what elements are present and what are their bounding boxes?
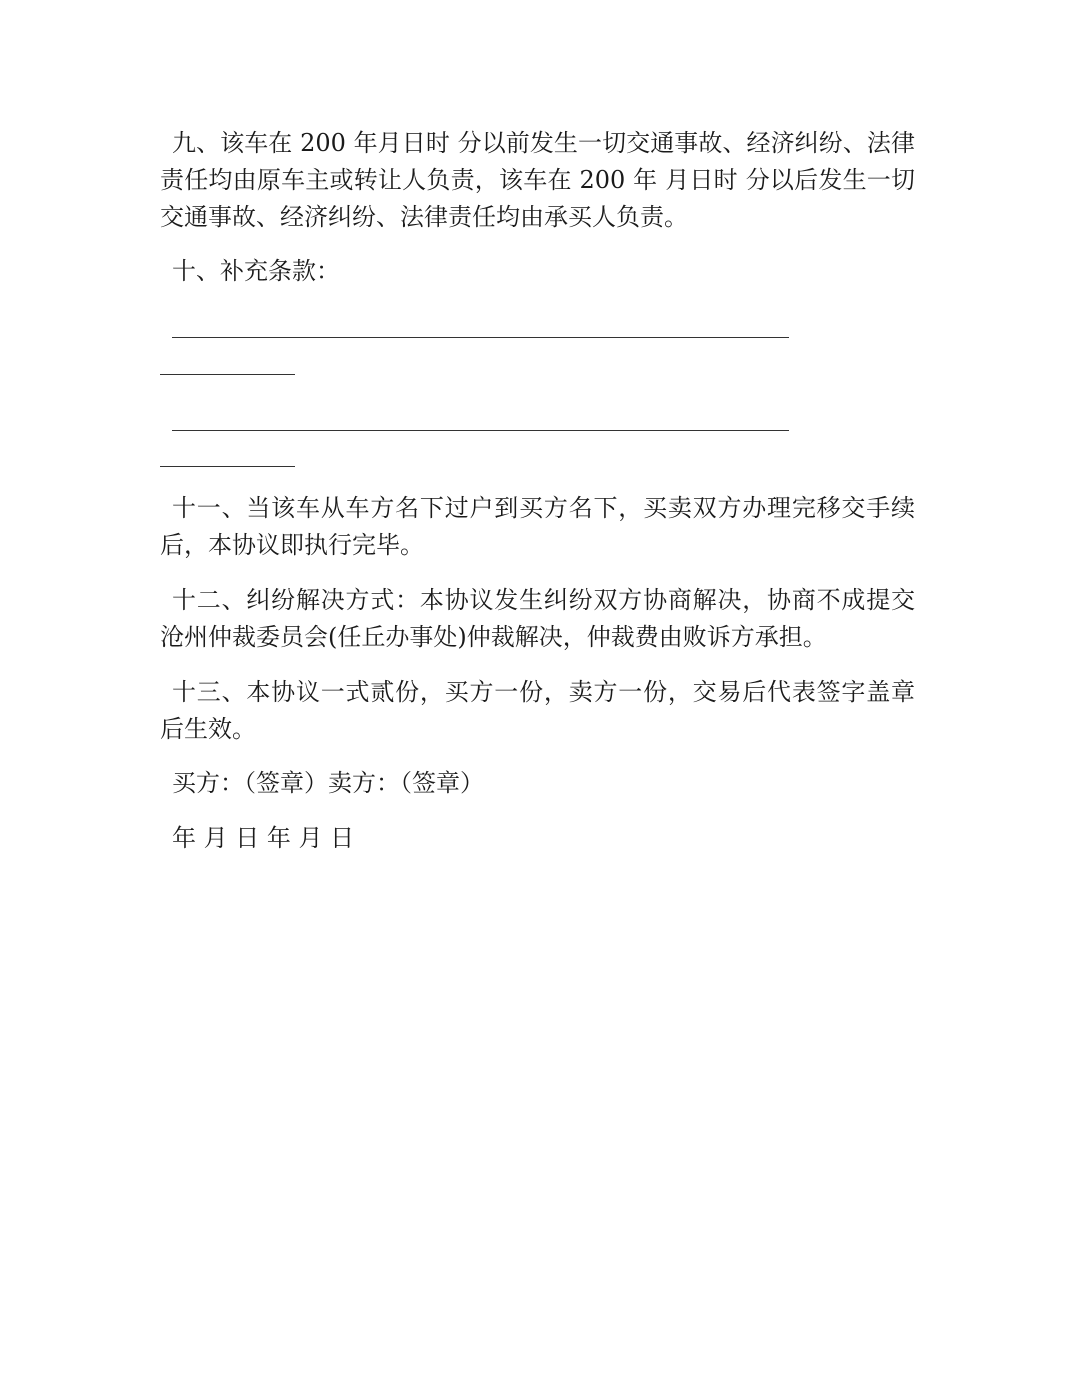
supplementary-blank-line-2-continued (160, 466, 295, 467)
clause-12: 十二、纠纷解决方式：本协议发生纠纷双方协商解决，协商不成提交沧州仲裁委员会(任丘办事处)仲裁解决，仲裁费由败诉方承担。 (160, 586, 915, 651)
supplementary-blank-line-1 (172, 337, 789, 338)
signature-line: 买方：（签章）卖方：（签章） (172, 769, 484, 797)
supplementary-blank-line-1-continued (160, 374, 295, 375)
date-line: 年 月 日 年 月 日 (172, 824, 355, 852)
clause-9: 九、该车在 200 年月日时 分以前发生一切交通事故、经济纠纷、法律责任均由原车主或转让人负责，该车在 200 年 月日时 分以后发生一切交通事故、经济纠纷、法律责任均由承买人负责。 (160, 129, 915, 231)
clause-13: 十三、本协议一式贰份，买方一份，卖方一份，交易后代表签字盖章后生效。 (160, 678, 915, 743)
clause-10: 十、补充条款： (172, 257, 340, 285)
supplementary-blank-line-2 (172, 430, 789, 431)
clause-11: 十一、当该车从车方名下过户到买方名下，买卖双方办理完移交手续后，本协议即执行完毕。 (160, 494, 915, 559)
